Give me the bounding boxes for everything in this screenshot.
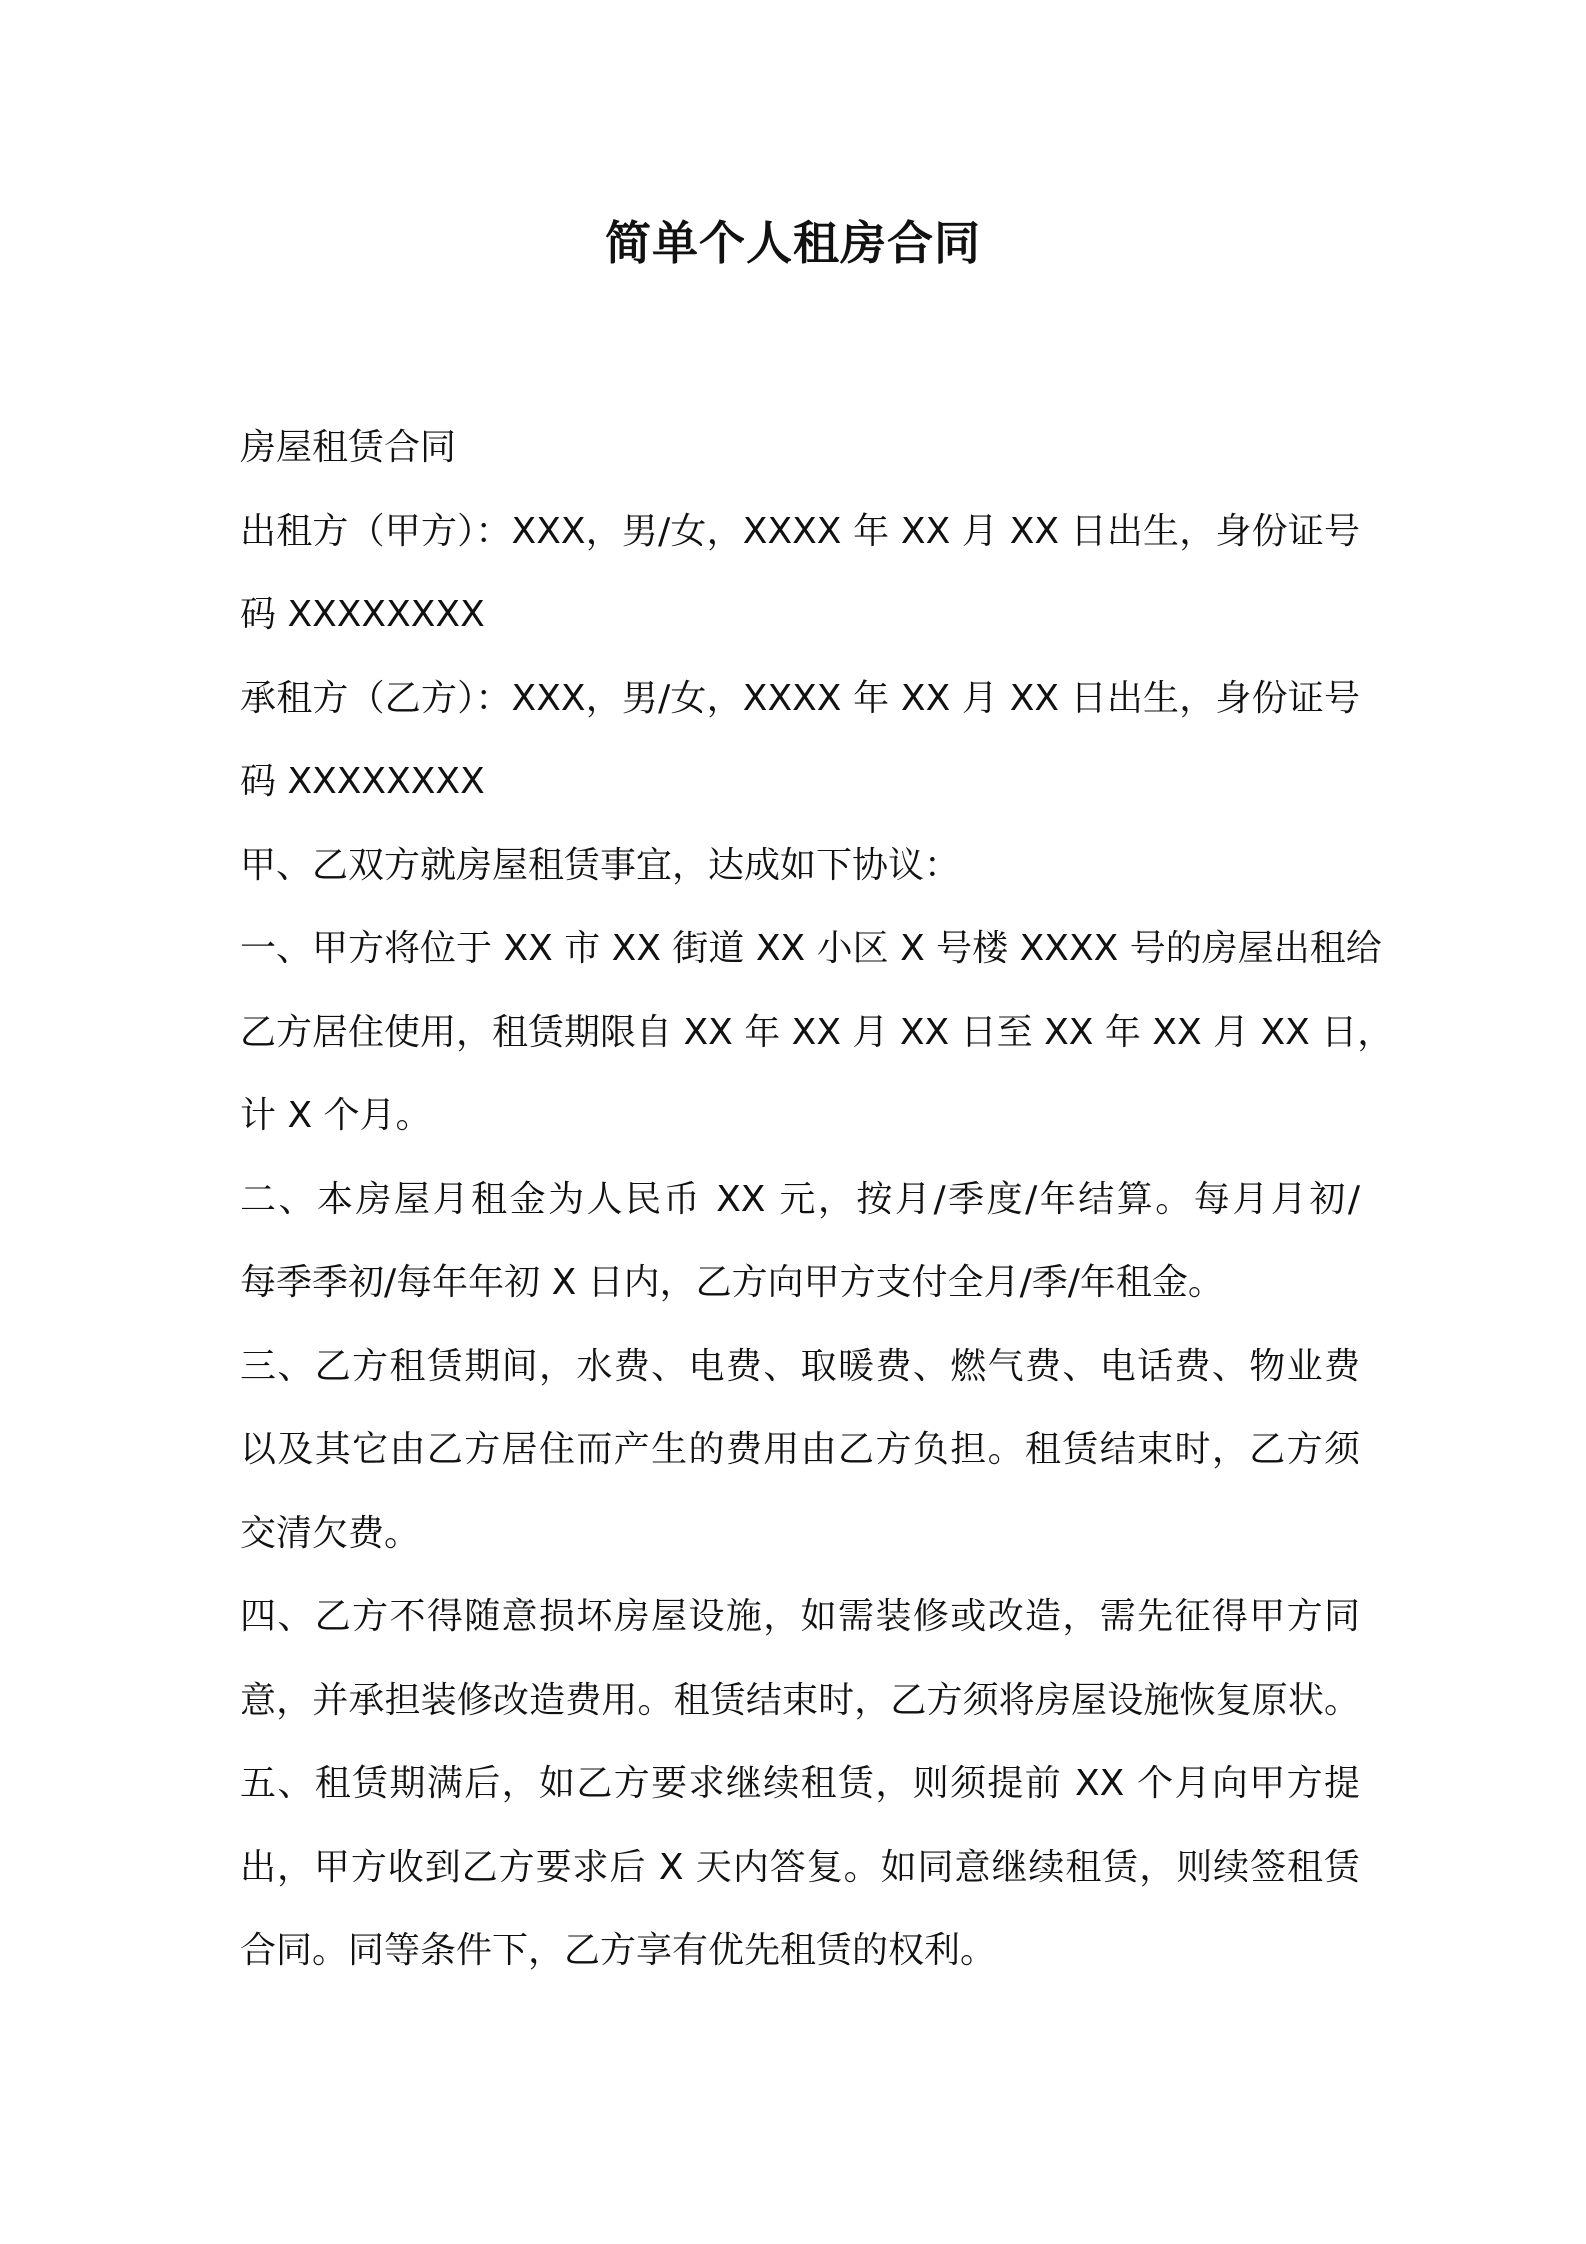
clause-1-line: 乙方居住使用，租赁期限自 XX 年 XX 月 XX 日至 XX 年 XX 月 XX 日，	[240, 1011, 1394, 1053]
lessor-info-line: 出租方（甲方）：XXX，男/女，XXXX 年 XX 月 XX 日出生，身份证号	[240, 510, 1360, 552]
section-heading: 房屋租赁合同	[240, 427, 457, 468]
clause-1-line: 计 X 个月。	[240, 1095, 432, 1136]
lessee-id-line: 码 XXXXXXXX	[240, 761, 485, 802]
clause-3-line: 交清欠费。	[240, 1512, 421, 1554]
document-title: 简单个人租房合同	[605, 216, 981, 270]
clause-3-line: 以及其它由乙方居住而产生的费用由乙方负担。租赁结束时，乙方须	[240, 1429, 1360, 1470]
clause-4-line: 意，并承担装修改造费用。租赁结束时，乙方须将房屋设施恢复原状。	[240, 1679, 1360, 1721]
agreement-intro-line: 甲、乙双方就房屋租赁事宜，达成如下协议：	[240, 844, 961, 886]
clause-2-line: 每季季初/每年年初 X 日内，乙方向甲方支付全月/季/年租金。	[240, 1262, 1224, 1303]
clause-3-line: 三、乙方租赁期间，水费、电费、取暖费、燃气费、电话费、物业费	[240, 1345, 1360, 1387]
clause-5-line: 五、租赁期满后，如乙方要求继续租赁，则须提前 XX 个月向甲方提	[240, 1763, 1360, 1804]
clause-5-line: 合同。同等条件下，乙方享有优先租赁的权利。	[240, 1930, 997, 1971]
clause-5-line: 出，甲方收到乙方要求后 X 天内答复。如同意继续租赁，则续签租赁	[240, 1846, 1360, 1888]
document-body	[240, 406, 1394, 1993]
clause-4-line: 四、乙方不得随意损坏房屋设施，如需装修或改造，需先征得甲方同	[240, 1596, 1360, 1637]
clause-2-line: 二、本房屋月租金为人民币 XX 元，按月/季度/年结算。每月月初/	[240, 1178, 1360, 1220]
lessor-id-line: 码 XXXXXXXX	[240, 594, 485, 635]
clause-1-line: 一、甲方将位于 XX 市 XX 街道 XX 小区 X 号楼 XXXX 号的房屋出租给	[240, 928, 1382, 969]
lessee-info-line: 承租方（乙方）：XXX，男/女，XXXX 年 XX 月 XX 日出生，身份证号	[240, 677, 1360, 719]
